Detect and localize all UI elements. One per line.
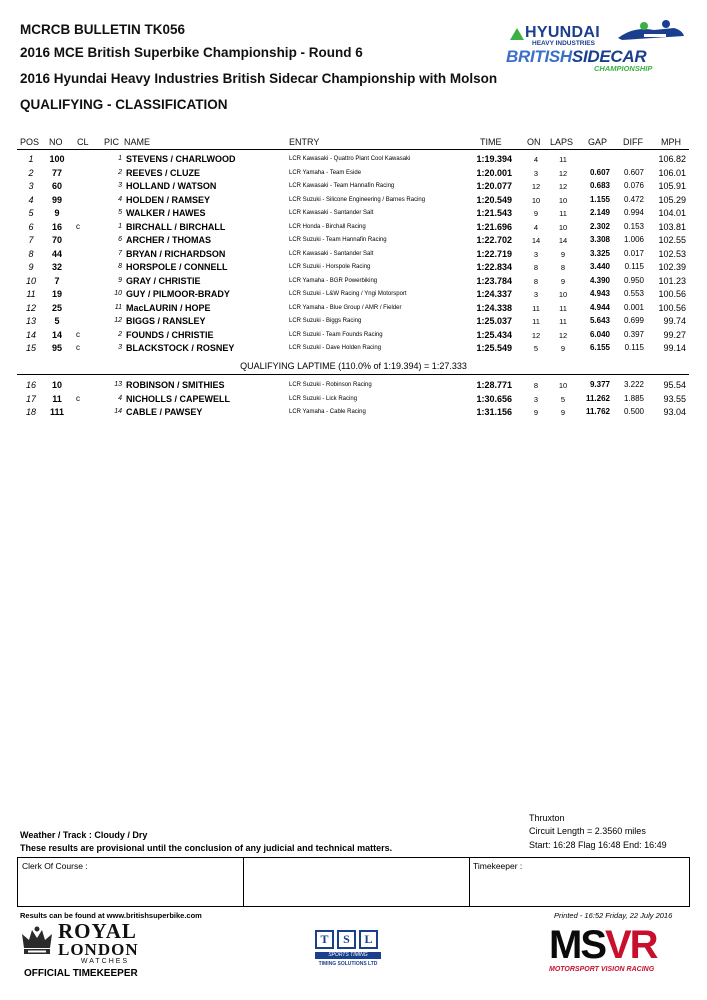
cell-mph: 100.56 xyxy=(658,289,686,299)
cell-time: 1:25.549 xyxy=(476,343,512,353)
cell-pos: 4 xyxy=(28,194,34,205)
cell-no: 100 xyxy=(49,154,65,164)
cell-pic: 1 xyxy=(118,155,122,162)
cell-class: c xyxy=(76,329,80,339)
table-row xyxy=(0,330,707,344)
cell-mph: 102.53 xyxy=(658,248,686,259)
cell-pos: 14 xyxy=(25,329,36,340)
cell-on: 9 xyxy=(533,209,539,218)
cell-time: 1:31.156 xyxy=(476,407,512,417)
cell-diff: 0.607 xyxy=(623,167,644,177)
weather: Weather / Track : Cloudy / Dry xyxy=(20,830,148,840)
cell-pos: 16 xyxy=(25,380,36,390)
cell-entry: LCR Yamaha - Team Eside xyxy=(289,169,362,176)
cell-no: 14 xyxy=(51,329,62,340)
cell-on: 8 xyxy=(533,381,539,390)
cell-name: CABLE / PAWSEY xyxy=(126,407,203,417)
cell-entry: LCR Suzuki - Dave Holden Racing xyxy=(289,345,382,351)
cell-name: REEVES / CLUZE xyxy=(126,167,201,178)
cell-name: WALKER / HAWES xyxy=(126,208,206,218)
table-row xyxy=(0,316,707,330)
cell-pos: 2 xyxy=(28,167,34,178)
cell-entry: LCR Suzuki - Team Hannafin Racing xyxy=(289,237,387,243)
cell-laps: 9 xyxy=(560,408,566,417)
msvr-logo xyxy=(549,925,691,973)
col-laps: LAPS xyxy=(550,137,574,147)
cell-laps: 5 xyxy=(560,394,566,404)
session-title: QUALIFYING - CLASSIFICATION xyxy=(20,97,228,112)
cell-on: 9 xyxy=(533,408,539,417)
qualifying-laptime: QUALIFYING LAPTIME (110.0% of 1:19.394) = 1:27.333 xyxy=(240,361,467,371)
cell-entry: LCR Suzuki - Biggs Racing xyxy=(289,318,362,324)
cell-no: 70 xyxy=(51,235,62,245)
cell-on: 8 xyxy=(533,276,539,286)
cell-no: 95 xyxy=(51,343,62,353)
cell-entry: LCR Honda - Birchall Racing xyxy=(289,223,366,230)
cell-mph: 99.27 xyxy=(663,329,686,340)
venue-track: Thruxton xyxy=(529,813,565,823)
cell-entry: LCR Suzuki - Horspole Racing xyxy=(289,264,371,270)
cell-laps: 8 xyxy=(560,263,566,272)
table-row xyxy=(0,262,707,276)
cell-time: 1:30.656 xyxy=(476,393,512,404)
cell-diff: 0.553 xyxy=(623,289,644,298)
cell-on: 4 xyxy=(533,222,539,232)
cell-name: GRAY / CHRISTIE xyxy=(126,275,201,286)
table-row xyxy=(0,154,707,168)
logo-sub: HEAVY INDUSTRIES xyxy=(532,40,595,47)
cell-pic: 6 xyxy=(118,236,122,243)
venue-length: Circuit Length = 2.3560 miles xyxy=(529,826,646,836)
cell-pic: 3 xyxy=(118,344,122,351)
tsl-letter: S xyxy=(337,930,356,949)
cell-gap: 4.943 xyxy=(589,289,610,298)
championship-title: 2016 MCE British Superbike Championship - Round 6 xyxy=(20,45,363,60)
cell-time: 1:19.394 xyxy=(476,154,512,164)
cell-time: 1:24.338 xyxy=(476,302,512,313)
cell-pic: 7 xyxy=(118,249,122,257)
cell-on: 12 xyxy=(531,330,541,340)
cell-no: 10 xyxy=(51,380,62,390)
col-gap: GAP xyxy=(588,137,608,147)
timekeeper-label: Timekeeper : xyxy=(473,861,523,871)
cell-mph: 102.39 xyxy=(658,262,686,272)
table-row xyxy=(0,289,707,303)
cell-on: 5 xyxy=(533,344,539,353)
cell-pos: 10 xyxy=(25,275,36,286)
cell-laps: 10 xyxy=(558,195,568,205)
table-row xyxy=(0,249,707,263)
msvr-tagline: MOTORSPORT VISION RACING xyxy=(549,966,655,973)
table-row xyxy=(0,343,707,357)
cell-diff: 1.885 xyxy=(623,393,644,403)
cell-on: 11 xyxy=(532,317,540,326)
cell-mph: 99.74 xyxy=(663,316,686,326)
cell-entry: LCR Yamaha - Cable Racing xyxy=(289,409,366,415)
venue-times: Start: 16:28 Flag 16:48 End: 16:49 xyxy=(529,840,667,850)
cell-gap: 11.762 xyxy=(585,407,610,416)
col-no: NO xyxy=(49,137,63,147)
cell-pic: 8 xyxy=(118,263,122,270)
cell-entry: LCR Suzuki - Silicone Engineering / Barnes Racing xyxy=(289,196,426,203)
qualifying-rule xyxy=(17,374,689,375)
clerk-of-course-label: Clerk Of Course : xyxy=(22,861,88,871)
col-mph: MPH xyxy=(661,137,681,147)
cell-mph: 103.81 xyxy=(658,221,686,232)
header-rule xyxy=(17,149,689,150)
cell-time: 1:20.077 xyxy=(476,181,512,191)
cell-laps: 12 xyxy=(558,330,568,340)
cell-pos: 17 xyxy=(25,393,36,404)
cell-name: MacLAURIN / HOPE xyxy=(126,302,211,313)
royal-london-logo xyxy=(58,920,158,965)
col-on: ON xyxy=(527,137,541,147)
table-row xyxy=(0,181,707,195)
cell-diff: 0.017 xyxy=(623,248,644,258)
tsl-letter: T xyxy=(315,930,334,949)
table-row xyxy=(0,208,707,222)
cell-pic: 3 xyxy=(118,182,122,189)
cell-pos: 12 xyxy=(25,302,36,313)
cell-laps: 12 xyxy=(558,182,568,191)
cell-laps: 9 xyxy=(560,344,566,353)
cell-pic: 2 xyxy=(118,168,122,176)
cell-time: 1:22.719 xyxy=(476,248,512,259)
tsl-name: TIMING SOLUTIONS LTD xyxy=(318,961,378,967)
cell-entry: LCR Yamaha - Blue Group / AMR / Fielder xyxy=(289,304,402,311)
cell-gap: 11.262 xyxy=(585,393,610,403)
cell-pic: 2 xyxy=(118,330,122,338)
cell-mph: 93.55 xyxy=(663,393,686,404)
cell-gap: 2.149 xyxy=(589,208,610,217)
cell-no: 99 xyxy=(51,194,62,205)
cell-laps: 9 xyxy=(560,249,566,259)
cell-time: 1:28.771 xyxy=(476,380,512,390)
cell-no: 44 xyxy=(51,248,62,259)
cell-time: 1:25.434 xyxy=(476,329,512,340)
cell-name: ARCHER / THOMAS xyxy=(126,235,211,245)
bulletin-title: MCRCB BULLETIN TK056 xyxy=(20,22,186,37)
cell-diff: 0.001 xyxy=(623,302,644,312)
cell-pic: 11 xyxy=(114,303,122,311)
cell-gap: 6.040 xyxy=(589,329,610,339)
cell-no: 11 xyxy=(52,393,62,404)
box-divider xyxy=(243,858,244,906)
cell-pic: 4 xyxy=(118,394,122,402)
london-text: LONDON xyxy=(58,940,139,959)
cell-gap: 4.944 xyxy=(589,302,610,312)
cell-laps: 10 xyxy=(558,290,568,299)
cell-no: 5 xyxy=(54,316,60,326)
cell-time: 1:20.001 xyxy=(476,167,512,178)
cell-on: 14 xyxy=(531,236,541,245)
cell-no: 25 xyxy=(51,302,62,313)
col-diff: DIFF xyxy=(623,137,643,147)
cell-time: 1:22.834 xyxy=(476,262,512,272)
tsl-letter: L xyxy=(359,930,378,949)
cell-laps: 10 xyxy=(558,222,568,232)
cell-pic: 12 xyxy=(114,317,122,324)
hyundai-sidecar-logo xyxy=(506,18,691,73)
col-entry: ENTRY xyxy=(289,137,320,147)
cell-no: 7 xyxy=(54,275,60,286)
logo-brand: HYUNDAI xyxy=(525,24,600,41)
cell-name: HORSPOLE / CONNELL xyxy=(126,262,228,272)
table-row xyxy=(0,407,707,421)
printed-timestamp: Printed - 16:52 Friday, 22 July 2016 xyxy=(554,911,673,920)
cell-mph: 100.56 xyxy=(658,302,686,313)
msvr-ms: MS xyxy=(549,923,605,967)
cell-gap: 3.308 xyxy=(589,235,610,244)
cell-pic: 1 xyxy=(118,222,122,230)
cell-pos: 8 xyxy=(28,248,34,259)
cell-pic: 5 xyxy=(118,209,122,216)
cell-pos: 5 xyxy=(28,208,34,218)
cell-pic: 13 xyxy=(114,381,122,388)
cell-time: 1:21.543 xyxy=(476,208,512,218)
cell-on: 8 xyxy=(533,263,539,272)
cell-entry: LCR Kawasaki - Santander Salt xyxy=(289,250,374,257)
cell-entry: LCR Kawasaki - Team Hannafin Racing xyxy=(289,183,395,189)
signature-box xyxy=(17,857,690,907)
cell-entry: LCR Suzuki - L&W Racing / Yngi Motorsport xyxy=(289,291,407,297)
cell-diff: 0.500 xyxy=(623,407,644,416)
cell-diff: 3.222 xyxy=(623,380,644,389)
cell-time: 1:24.337 xyxy=(476,289,512,299)
col-name: NAME xyxy=(124,137,151,147)
cell-name: BIGGS / RANSLEY xyxy=(126,316,206,326)
cell-no: 60 xyxy=(51,181,62,191)
cell-gap: 6.155 xyxy=(589,343,610,352)
cell-pos: 9 xyxy=(28,262,34,272)
cell-mph: 93.04 xyxy=(663,407,686,417)
cell-laps: 11 xyxy=(559,317,567,326)
cell-diff: 0.950 xyxy=(623,275,644,285)
cell-pos: 11 xyxy=(26,289,36,299)
cell-on: 12 xyxy=(531,182,541,191)
cell-mph: 105.29 xyxy=(658,194,686,205)
cell-mph: 104.01 xyxy=(658,208,686,218)
cell-class: c xyxy=(76,221,80,231)
table-row xyxy=(0,394,707,408)
cell-gap: 3.440 xyxy=(589,262,610,271)
cell-laps: 9 xyxy=(560,276,566,286)
cell-laps: 10 xyxy=(558,381,568,390)
cell-no: 111 xyxy=(49,407,65,417)
cell-entry: LCR Kawasaki - Quattro Plant Cool Kawasaki xyxy=(289,156,411,162)
cell-on: 3 xyxy=(533,290,539,299)
cell-class: c xyxy=(76,393,80,403)
cell-pic: 14 xyxy=(114,408,122,415)
cell-on: 3 xyxy=(533,394,539,404)
table-row xyxy=(0,303,707,317)
cell-pic: 9 xyxy=(118,276,122,284)
logo-championship: CHAMPIONSHIP xyxy=(594,64,653,73)
cell-time: 1:22.702 xyxy=(476,235,512,245)
cell-laps: 11 xyxy=(559,155,567,164)
logo-sidecar: SIDECAR xyxy=(571,47,647,66)
cell-mph: 106.01 xyxy=(658,167,686,178)
box-divider xyxy=(469,858,470,906)
cell-diff: 0.397 xyxy=(623,329,644,339)
cell-no: 19 xyxy=(51,289,62,299)
col-pos: POS xyxy=(20,137,40,147)
cell-diff: 1.006 xyxy=(623,235,644,244)
cell-gap: 4.390 xyxy=(589,275,610,285)
tsl-logo xyxy=(315,930,381,967)
cell-diff: 0.699 xyxy=(623,316,644,325)
col-time: TIME xyxy=(480,137,502,147)
col-pic: PIC xyxy=(104,137,120,147)
cell-name: FOUNDS / CHRISTIE xyxy=(126,329,214,340)
cell-gap: 0.607 xyxy=(589,167,610,177)
cell-entry: LCR Suzuki - Team Founds Racing xyxy=(289,331,383,338)
cell-diff: 0.472 xyxy=(623,194,644,204)
table-row xyxy=(0,276,707,290)
cell-laps: 11 xyxy=(559,303,567,313)
cell-no: 77 xyxy=(51,167,62,178)
cell-diff: 0.115 xyxy=(624,262,644,271)
cell-on: 3 xyxy=(533,249,539,259)
logo-british: BRITISH xyxy=(506,47,572,66)
cell-gap: 5.643 xyxy=(589,316,610,325)
cell-name: BLACKSTOCK / ROSNEY xyxy=(126,343,235,353)
cell-pic: 4 xyxy=(118,195,122,203)
cell-time: 1:21.696 xyxy=(476,221,512,232)
cell-gap: 0.683 xyxy=(589,181,610,190)
cell-no: 9 xyxy=(54,208,60,218)
table-row xyxy=(0,168,707,182)
cell-laps: 14 xyxy=(558,236,568,245)
cell-mph: 102.55 xyxy=(658,235,686,245)
cell-diff: 0.115 xyxy=(624,343,644,352)
cell-mph: 106.82 xyxy=(658,154,686,164)
table-row xyxy=(0,195,707,209)
cell-on: 4 xyxy=(533,155,539,164)
col-cl: CL xyxy=(77,137,89,147)
cell-mph: 101.23 xyxy=(658,275,686,286)
cell-diff: 0.076 xyxy=(623,181,644,190)
cell-laps: 12 xyxy=(558,168,568,178)
series-title: 2016 Hyundai Heavy Industries British Sidecar Championship with Molson xyxy=(20,71,498,86)
table-row xyxy=(0,235,707,249)
cell-time: 1:23.784 xyxy=(476,275,512,286)
cell-entry: LCR Suzuki - Lick Racing xyxy=(289,395,358,402)
cell-on: 10 xyxy=(531,195,541,205)
cell-entry: LCR Suzuki - Robinson Racing xyxy=(289,382,372,388)
cell-pos: 3 xyxy=(28,181,34,191)
cell-gap: 1.155 xyxy=(589,194,610,204)
cell-pos: 18 xyxy=(25,407,36,417)
cell-name: GUY / PILMOOR-BRADY xyxy=(126,289,230,299)
hyundai-triangle-icon xyxy=(510,28,524,40)
cell-entry: LCR Kawasaki - Santander Salt xyxy=(289,210,374,216)
cell-name: BRYAN / RICHARDSON xyxy=(126,248,226,259)
cell-pic: 10 xyxy=(114,290,122,297)
table-row xyxy=(0,222,707,236)
cell-no: 32 xyxy=(51,262,62,272)
cell-pos: 15 xyxy=(25,343,36,353)
tsl-strip: SPORTS TIMING xyxy=(315,952,381,959)
cell-pos: 6 xyxy=(28,221,34,232)
cell-name: STEVENS / CHARLWOOD xyxy=(126,154,236,164)
cell-pos: 7 xyxy=(28,235,34,245)
table-row xyxy=(0,380,707,394)
cell-no: 16 xyxy=(51,221,62,232)
cell-on: 11 xyxy=(532,303,540,313)
cell-name: HOLLAND / WATSON xyxy=(126,181,217,191)
cell-time: 1:20.549 xyxy=(476,194,512,205)
crown-icon xyxy=(20,924,54,958)
cell-gap: 9.377 xyxy=(589,380,610,389)
cell-mph: 95.54 xyxy=(663,380,686,390)
cell-on: 3 xyxy=(533,168,539,178)
cell-pos: 13 xyxy=(25,316,36,326)
cell-gap: 2.302 xyxy=(589,221,610,231)
cell-name: BIRCHALL / BIRCHALL xyxy=(126,221,226,232)
cell-entry: LCR Yamaha - BGR Powerbiking xyxy=(289,277,378,284)
official-timekeeper: OFFICIAL TIMEKEEPER xyxy=(24,968,138,979)
royal-text: ROYAL xyxy=(58,919,137,943)
watches-text: WATCHES xyxy=(80,958,130,965)
cell-class: c xyxy=(76,343,80,352)
cell-mph: 105.91 xyxy=(658,181,686,191)
provisional-note: These results are provisional until the conclusion of any judicial and technical matters. xyxy=(20,843,393,853)
cell-diff: 0.994 xyxy=(623,208,644,217)
cell-name: NICHOLLS / CAPEWELL xyxy=(126,393,230,404)
cell-pos: 1 xyxy=(28,154,34,164)
cell-diff: 0.153 xyxy=(623,221,644,231)
cell-name: ROBINSON / SMITHIES xyxy=(126,380,225,390)
cell-gap: 3.325 xyxy=(589,248,610,258)
sidecar-rider-icon xyxy=(614,18,686,44)
cell-laps: 11 xyxy=(559,209,567,218)
results-url[interactable]: Results can be found at www.britishsuperbike.com xyxy=(20,911,202,920)
cell-time: 1:25.037 xyxy=(476,316,512,326)
msvr-vr: VR xyxy=(605,923,657,967)
cell-mph: 99.14 xyxy=(663,343,686,353)
cell-name: HOLDEN / RAMSEY xyxy=(126,194,211,205)
